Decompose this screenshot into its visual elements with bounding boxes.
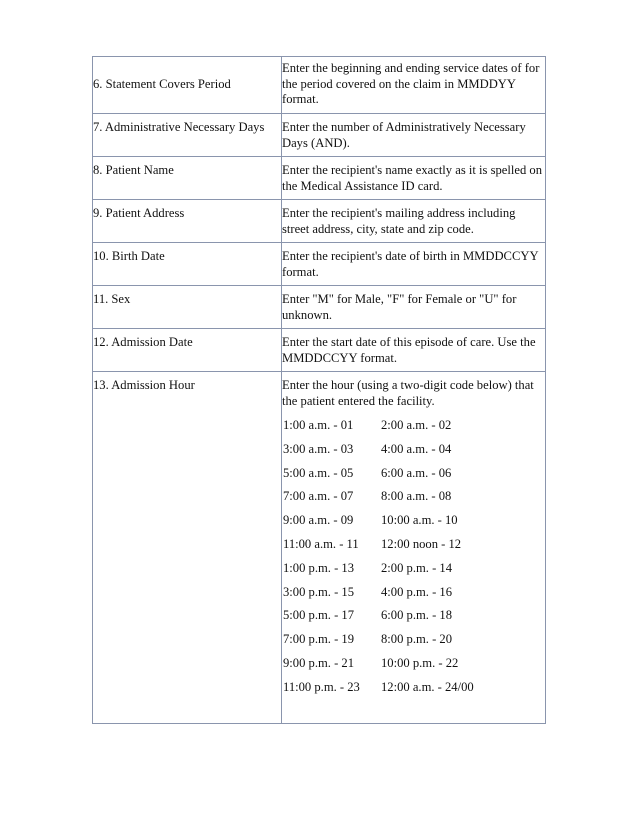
field-description-cell <box>282 372 546 724</box>
hour-code-item: 1:00 p.m. - 13 <box>283 560 355 575</box>
table-row <box>93 372 546 724</box>
hour-code-item: 5:00 a.m. - 05 <box>283 465 354 480</box>
field-name-cell: 7. Administrative Necessary Days <box>93 114 282 157</box>
hour-code-item: 9:00 p.m. - 21 <box>283 655 355 670</box>
table-row <box>93 329 546 372</box>
field-name-cell: 13. Admission Hour <box>93 372 282 724</box>
table-row <box>93 57 546 114</box>
field-name-cell: 12. Admission Date <box>93 329 282 372</box>
field-name-cell: 10. Birth Date <box>93 243 282 286</box>
hour-code-item: 2:00 p.m. - 14 <box>381 560 453 575</box>
field-name-cell: 9. Patient Address <box>93 200 282 243</box>
table-row <box>93 200 546 243</box>
table-row <box>93 243 546 286</box>
field-description-cell: Enter the start date of this episode of care. Use the MMDDCCYY format. <box>282 329 546 372</box>
field-description-cell: Enter the recipient's name exactly as it is spelled on the Medical Assistance ID card. <box>282 157 546 200</box>
hour-code-item: 10:00 p.m. - 22 <box>381 655 459 670</box>
hour-code-item: 1:00 a.m. - 01 <box>283 418 354 432</box>
hour-code-item: 4:00 p.m. - 16 <box>381 584 453 599</box>
hour-code-item: 10:00 a.m. - 10 <box>381 513 458 528</box>
hour-code-item: 9:00 a.m. - 09 <box>283 513 354 528</box>
hour-code-item: 7:00 a.m. - 07 <box>283 489 354 504</box>
hour-code-item: 6:00 a.m. - 06 <box>381 465 452 480</box>
claim-field-instructions-table <box>92 56 546 724</box>
field-name-cell: 6. Statement Covers Period <box>93 57 282 114</box>
table-row <box>93 114 546 157</box>
field-name-cell: 11. Sex <box>93 286 282 329</box>
field-description-cell: Enter the beginning and ending service dates of for the period covered on the claim in MMDDYY format. <box>282 57 546 114</box>
table-row <box>93 157 546 200</box>
hour-code-item: 12:00 a.m. - 24/00 <box>381 679 474 694</box>
field-description-cell: Enter "M" for Male, "F" for Female or "U" for unknown. <box>282 286 546 329</box>
hour-code-item: 3:00 p.m. - 15 <box>283 584 355 599</box>
table-row <box>93 286 546 329</box>
hour-code-item: 7:00 p.m. - 19 <box>283 632 355 647</box>
field-description-cell: Enter the recipient's date of birth in MMDDCCYY format. <box>282 243 546 286</box>
hour-code-item: 6:00 p.m. - 18 <box>381 608 453 623</box>
field-name-cell: 8. Patient Name <box>93 157 282 200</box>
hour-code-item: 2:00 a.m. - 02 <box>381 418 452 432</box>
hour-code-item: 5:00 p.m. - 17 <box>283 608 355 623</box>
field-description-cell: Enter the recipient's mailing address including street address, city, state and zip code. <box>282 200 546 243</box>
field-description-cell: Enter the number of Administratively Necessary Days (AND). <box>282 114 546 157</box>
hour-code-item: 4:00 a.m. - 04 <box>381 441 452 456</box>
hour-code-item: 11:00 a.m. - 11 <box>283 536 359 551</box>
hour-code-item: 3:00 a.m. - 03 <box>283 441 354 456</box>
admission-hour-instructions: Enter the hour (using a two-digit code below) that the patient entered the facility. <box>282 378 534 408</box>
hour-code-item: 11:00 p.m. - 23 <box>283 679 360 694</box>
hour-code-list <box>283 418 545 704</box>
hour-code-item: 8:00 a.m. - 08 <box>381 489 452 504</box>
hour-code-item: 8:00 p.m. - 20 <box>381 632 453 647</box>
hour-code-item: 12:00 noon - 12 <box>381 536 462 551</box>
